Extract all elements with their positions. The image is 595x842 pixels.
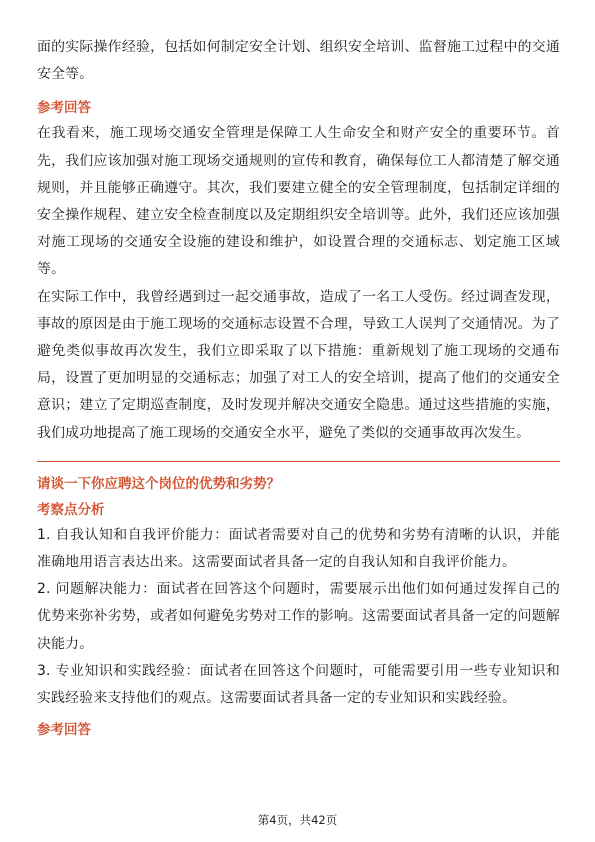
answer-paragraph-2: 在实际工作中，我曾经遇到过一起交通事故，造成了一名工人受伤。经过调查发现，事故的原因是由于施工现场的交通标志设置不合理，导致工人误判了交通情况。为了避免类似事故再次发生，我们立即采取了以下措施：重新规划了施工现场的交通布局，设置了更加明显的交通标志；加强了对工人的安全培训，提高了他们的交通安全意识；建立了定期巡查制度，及时发现并解决交通安全隐患。通过这些措施的实施，我们成功地提高了施工现场的交通安全水平，避免了类似的交通事故再次发生。: [37, 288, 560, 441]
page-number-footer: 第4页，共42页: [257, 813, 338, 827]
analysis-heading: 考察点分析: [37, 501, 105, 518]
section-divider: [37, 461, 560, 462]
answer-paragraph-1: 在我看来，施工现场交通安全管理是保障工人生命安全和财产安全的重要环节。首先，我们应该加强对施工现场交通规则的宣传和教育，确保每位工人都清楚了解交通规则，并且能够正确遵守。其次，我们要建立健全的安全管理制度，包括制定详细的安全操作规程、建立安全检查制度以及定期组织安全培训等。此外，我们还应该加强对施工现场的交通安全设施的建设和维护，如设置合理的交通标志、划定施工区域等。: [37, 125, 560, 278]
reference-answer-heading: 参考回答: [37, 100, 91, 117]
intro-paragraph-tail: 面的实际操作经验，包括如何制定安全计划、组织安全培训、监督施工过程中的交通安全等。: [37, 39, 560, 83]
page-content: [37, 34, 560, 742]
analysis-item-2: 2. 问题解决能力：面试者在回答这个问题时，需要展示出他们如何通过发挥自己的优势来弥补劣势，或者如何避免劣势对工作的影响。这需要面试者具备一定的问题解决能力。: [37, 581, 560, 652]
analysis-item-1: 1. 自我认知和自我评价能力：面试者需要对自己的优势和劣势有清晰的认识，并能准确地用语言表达出来。这需要面试者具备一定的自我认知和自我评价能力。: [37, 526, 560, 571]
analysis-item-3: 3. 专业知识和实践经验：面试者在回答这个问题时，可能需要引用一些专业知识和实践经验来支持他们的观点。这需要面试者具备一定的专业知识和实践经验。: [37, 662, 560, 707]
question-heading: 请谈一下你应聘这个岗位的优势和劣势？: [37, 475, 280, 492]
reference-answer-heading-2: 参考回答: [37, 722, 91, 739]
